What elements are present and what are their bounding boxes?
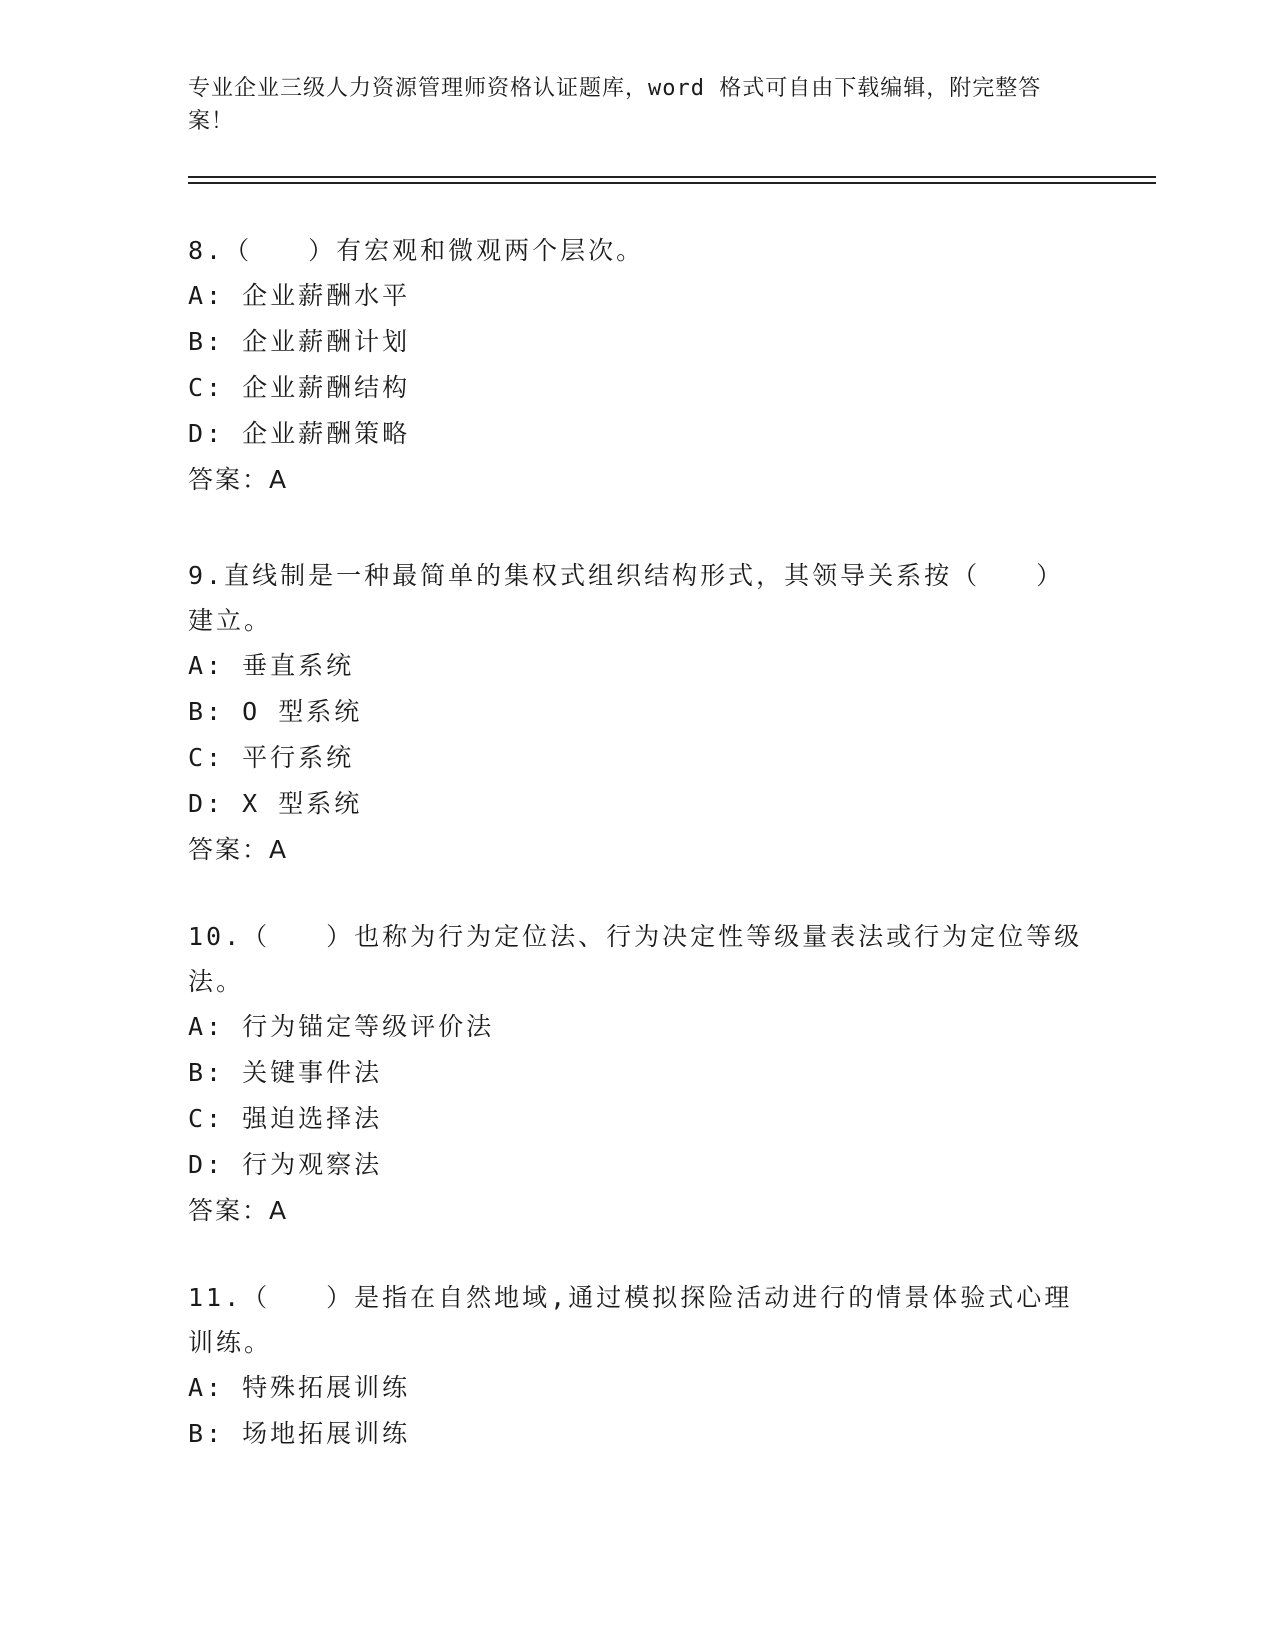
header-divider-bottom [188, 182, 1156, 184]
answer-label: 答案：A [188, 1196, 289, 1225]
answer-label: 答案：A [188, 835, 289, 864]
option-b: B: O 型系统 [188, 697, 363, 726]
document-header: 专业企业三级人力资源管理师资格认证题库，word 格式可自由下载编辑，附完整答案！ [188, 76, 1042, 134]
option-a: A: 特殊拓展训练 [188, 1373, 411, 1402]
option-d: D: 企业薪酬策略 [188, 419, 411, 448]
header-divider-top [188, 176, 1156, 178]
question-stem: 11.（ ）是指在自然地域,通过模拟探险活动进行的情景体验式心理训练。 [188, 1283, 1073, 1357]
question-10 [188, 914, 1088, 1233]
option-b: B: 场地拓展训练 [188, 1419, 411, 1448]
option-d: D: 行为观察法 [188, 1150, 383, 1179]
question-stem: 10.（ ）也称为行为定位法、行为决定性等级量表法或行为定位等级法。 [188, 922, 1083, 996]
option-a: A: 企业薪酬水平 [188, 281, 411, 310]
option-b: B: 企业薪酬计划 [188, 327, 411, 356]
question-8 [188, 228, 1088, 502]
option-a: A: 垂直系统 [188, 651, 355, 680]
answer-label: 答案：A [188, 465, 289, 494]
question-stem: 9.直线制是一种最简单的集权式组织结构形式，其领导关系按（ ）建立。 [188, 561, 1065, 635]
option-d: D: X 型系统 [188, 789, 363, 818]
question-9 [188, 553, 1088, 872]
question-stem: 8.（ ）有宏观和微观两个层次。 [188, 236, 645, 265]
option-c: C: 平行系统 [188, 743, 355, 772]
option-a: A: 行为锚定等级评价法 [188, 1012, 495, 1041]
option-c: C: 企业薪酬结构 [188, 373, 411, 402]
question-11 [188, 1275, 1088, 1457]
option-c: C: 强迫选择法 [188, 1104, 383, 1133]
option-b: B: 关键事件法 [188, 1058, 383, 1087]
